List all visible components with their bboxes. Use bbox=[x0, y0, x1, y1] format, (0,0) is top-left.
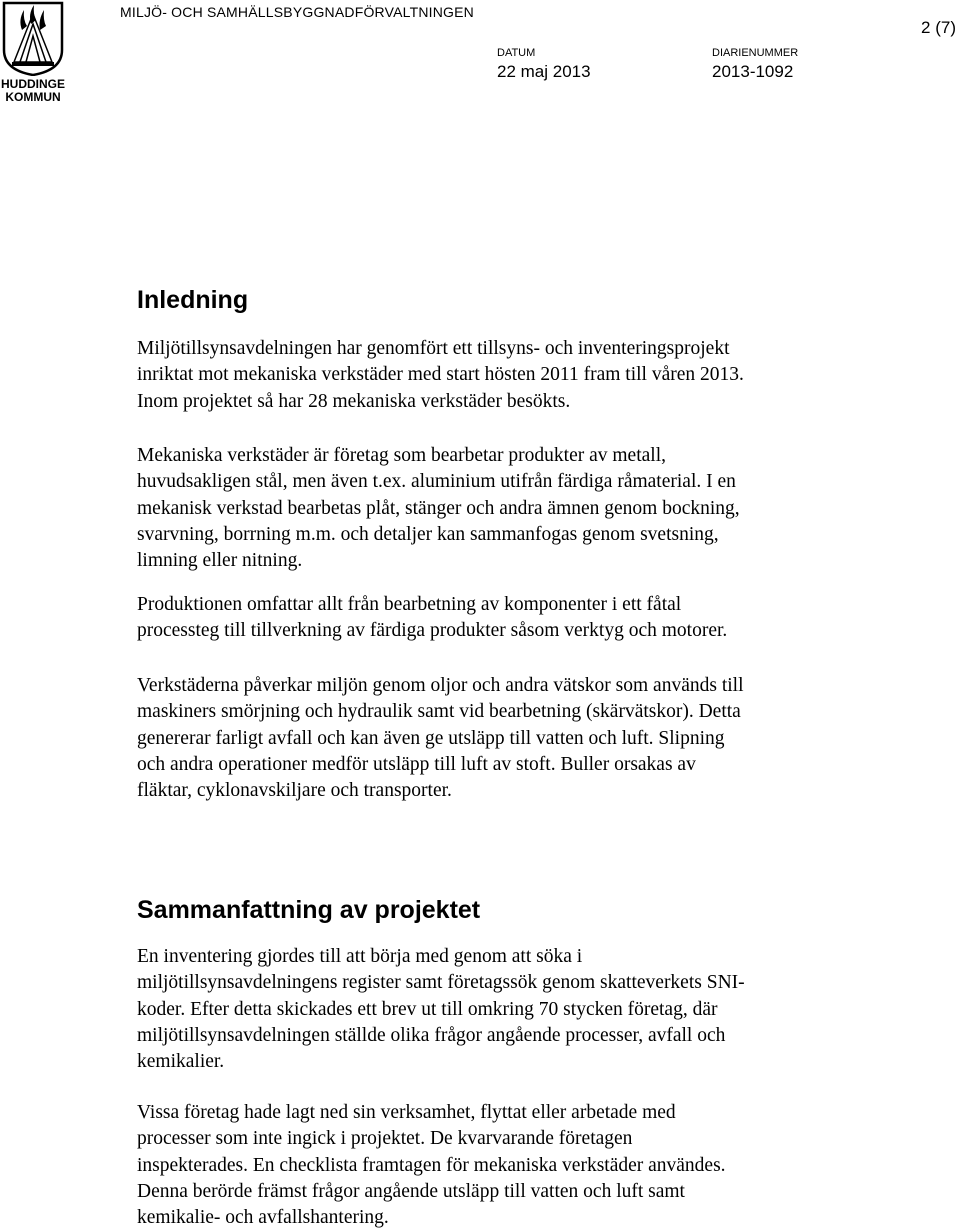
date-label: DATUM bbox=[497, 47, 536, 59]
department-name: MILJÖ- OCH SAMHÄLLSBYGGNADFÖRVALTNINGEN bbox=[120, 4, 474, 20]
text-line: En inventering gjordes till att börja med genom att söka i bbox=[137, 946, 583, 967]
paragraph bbox=[137, 673, 837, 804]
paragraph bbox=[137, 1100, 837, 1231]
text-line: genererar farligt avfall och kan även ge utsläpp till vatten och luft. Slipning bbox=[137, 727, 725, 749]
diary-number-label: DIARIENUMMER bbox=[712, 47, 799, 59]
crest-icon bbox=[0, 0, 66, 76]
date-value: 22 maj 2013 bbox=[497, 62, 591, 81]
logo-text-line: HUDDINGE bbox=[0, 77, 65, 91]
text-line: Verkstäderna påverkar miljön genom oljor och andra vätskor som används till bbox=[137, 675, 744, 696]
diary-number-value: 2013-1092 bbox=[712, 62, 794, 81]
text-line: miljötillsynsavdelningens register samt företagssök genom skatteverkets SNI- bbox=[137, 972, 745, 994]
text-line: Inom projektet så har 28 mekaniska verkstäder besökts. bbox=[137, 390, 571, 412]
text-line: mekanisk verkstad bearbetas plåt, stänger och andra ämnen genom bockning, bbox=[137, 497, 740, 519]
text-line: kemikalie- och avfallshantering. bbox=[137, 1207, 389, 1229]
text-line: och andra operationer medför utsläpp till luft av stoft. Buller orsakas av bbox=[137, 753, 696, 775]
text-line: inriktat mot mekaniska verkstäder med start hösten 2011 fram till våren 2013. bbox=[137, 364, 744, 386]
text-line: processteg till tillverkning av färdiga produkter såsom verktyg och motorer. bbox=[137, 620, 728, 642]
municipality-logo bbox=[0, 0, 68, 108]
logo-text-line: KOMMUN bbox=[5, 90, 61, 104]
text-line: inspekterades. En checklista framtagen för mekaniska verkstäder användes. bbox=[137, 1154, 726, 1176]
paragraph bbox=[137, 443, 837, 574]
text-line: limning eller nitning. bbox=[137, 550, 303, 572]
paragraph bbox=[137, 944, 837, 1075]
section-heading-summary: Sammanfattning av projektet bbox=[137, 896, 481, 924]
text-line: Miljötillsynsavdelningen har genomfört ett tillsyns- och inventeringsprojekt bbox=[137, 338, 730, 359]
text-line: Denna berörde främst frågor angående utsläpp till vatten och luft samt bbox=[137, 1180, 685, 1202]
text-line: svarvning, borrning m.m. och detaljer kan sammanfogas genom svetsning, bbox=[137, 523, 719, 545]
text-line: maskiners smörjning och hydraulik samt vid bearbetning (skärvätskor). Detta bbox=[137, 701, 741, 723]
text-line: Mekaniska verkstäder är företag som bearbetar produkter av metall, bbox=[137, 445, 666, 466]
paragraph bbox=[137, 592, 837, 645]
text-line: miljötillsynsavdelningen ställde olika frågor angående processer, avfall och bbox=[137, 1024, 726, 1046]
text-line: huvudsakligen stål, men även t.ex. aluminium utifrån färdiga råmaterial. I en bbox=[137, 471, 736, 493]
text-line: Produktionen omfattar allt från bearbetning av komponenter i ett fåtal bbox=[137, 594, 682, 615]
text-line: koder. Efter detta skickades ett brev ut till omkring 70 stycken företag, där bbox=[137, 998, 718, 1020]
text-line: kemikalier. bbox=[137, 1051, 225, 1073]
page-number: 2 (7) bbox=[921, 18, 956, 37]
text-line: Vissa företag hade lagt ned sin verksamhet, flyttat eller arbetade med bbox=[137, 1102, 676, 1123]
paragraph bbox=[137, 336, 837, 415]
text-line: processer som inte ingick i projektet. De kvarvarande företagen bbox=[137, 1128, 633, 1150]
text-line: fläktar, cyklonavskiljare och transporter. bbox=[137, 780, 452, 802]
section-heading-introduction: Inledning bbox=[137, 286, 249, 314]
